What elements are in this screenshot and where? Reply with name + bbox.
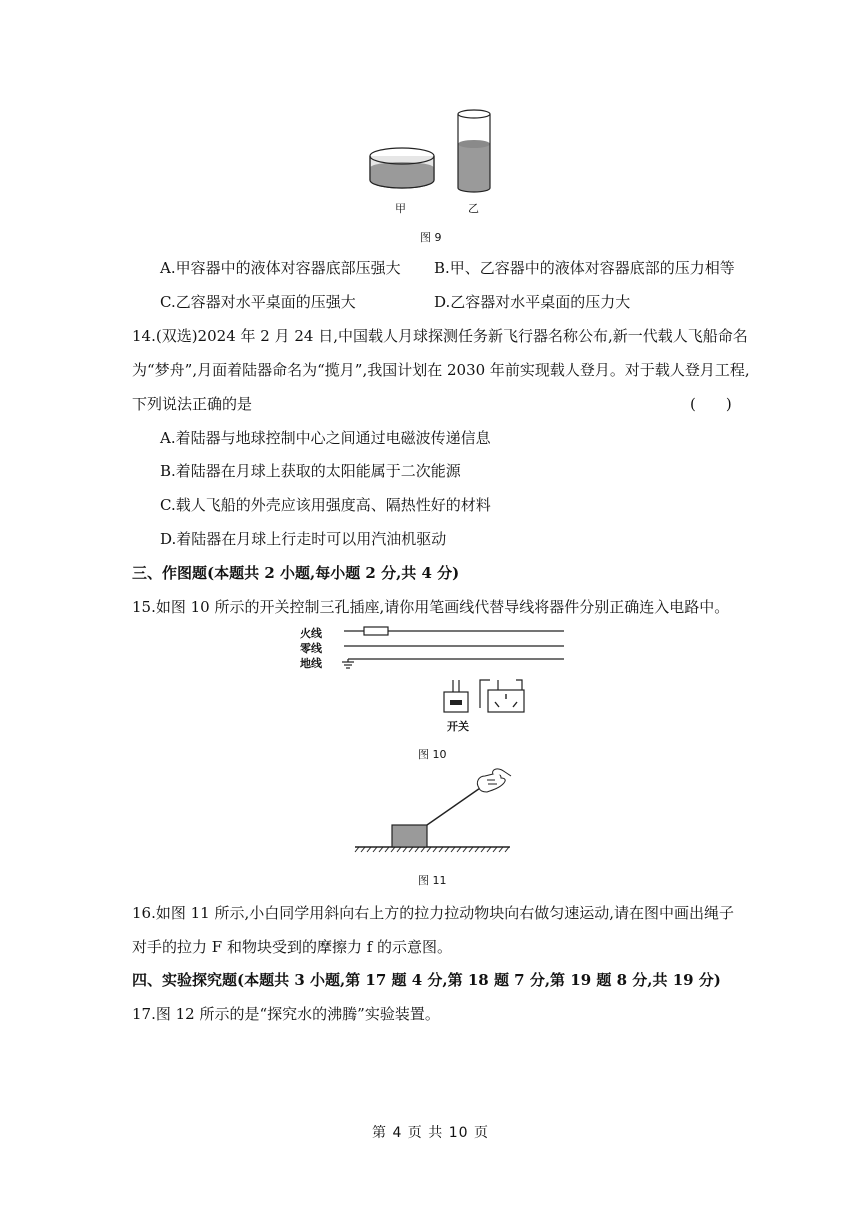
fig11-caption: 图 11 <box>418 874 447 887</box>
q15-text: 15.如图 10 所示的开关控制三孔插座,请你用笔画线代替导线将器件分别正确连入电路中。 <box>132 598 730 616</box>
q16-line-1: 16.如图 11 所示,小白同学用斜向右上方的拉力拉动物块向右做匀速运动,请在图中画出绳子 <box>132 904 735 922</box>
q14-option-c: C.载人飞船的外壳应该用强度高、隔热性好的材料 <box>160 496 491 514</box>
fig9-label-jia: 甲 <box>395 202 406 215</box>
figure-9-containers <box>360 104 500 194</box>
rope <box>427 786 483 825</box>
q14-answer-blank: ( ) <box>690 395 732 413</box>
fig9-caption: 图 9 <box>420 231 442 244</box>
hand-icon <box>477 769 511 792</box>
fig10-caption: 图 10 <box>418 748 447 761</box>
fig10-neutral-wire-label: 零线 <box>300 642 322 655</box>
figure-10-wiring <box>340 620 570 715</box>
socket-icon <box>480 680 524 712</box>
q14-line-2: 为“梦舟”,月面着陆器命名为“揽月”,我国计划在 2030 年前实现载人登月。对于载人登月工程, <box>132 361 750 379</box>
figure-11-block <box>355 770 515 860</box>
container-jia <box>370 148 434 188</box>
q14-option-d: D.着陆器在月球上行走时可以用汽油机驱动 <box>160 530 447 548</box>
switch-icon <box>444 680 468 712</box>
section-3-heading: 三、作图题(本题共 2 小题,每小题 2 分,共 4 分) <box>132 564 460 582</box>
fig10-ground-wire-label: 地线 <box>300 657 322 670</box>
q16-line-2: 对手的拉力 F 和物块受到的摩擦力 f 的示意图。 <box>132 938 453 956</box>
q17-text: 17.图 12 所示的是“探究水的沸腾”实验装置。 <box>132 1005 440 1023</box>
q13-option-d: D.乙容器对水平桌面的压力大 <box>434 293 631 311</box>
q14-option-b: B.着陆器在月球上获取的太阳能属于二次能源 <box>160 462 461 480</box>
q13-option-b: B.甲、乙容器中的液体对容器底部的压力相等 <box>434 259 735 277</box>
fig10-live-wire-label: 火线 <box>300 627 322 640</box>
fig10-switch-label: 开关 <box>447 720 469 733</box>
q14-option-a: A.着陆器与地球控制中心之间通过电磁波传递信息 <box>160 429 491 447</box>
block <box>392 825 427 847</box>
container-yi <box>458 110 490 192</box>
q13-option-c: C.乙容器对水平桌面的压强大 <box>160 293 356 311</box>
fuse <box>364 627 388 635</box>
q13-option-a: A.甲容器中的液体对容器底部压强大 <box>160 259 401 277</box>
section-4-heading: 四、实验探究题(本题共 3 小题,第 17 题 4 分,第 18 题 7 分,第 19 题 8 分,共 19 分) <box>132 971 721 989</box>
fig9-label-yi: 乙 <box>468 202 479 215</box>
page-number: 第 4 页 共 10 页 <box>372 1125 489 1141</box>
q14-line-1: 14.(双选)2024 年 2 月 24 日,中国载人月球探测任务新飞行器名称公布,新一代载人飞船命名 <box>132 327 748 345</box>
q14-line-3: 下列说法正确的是 <box>132 395 253 413</box>
